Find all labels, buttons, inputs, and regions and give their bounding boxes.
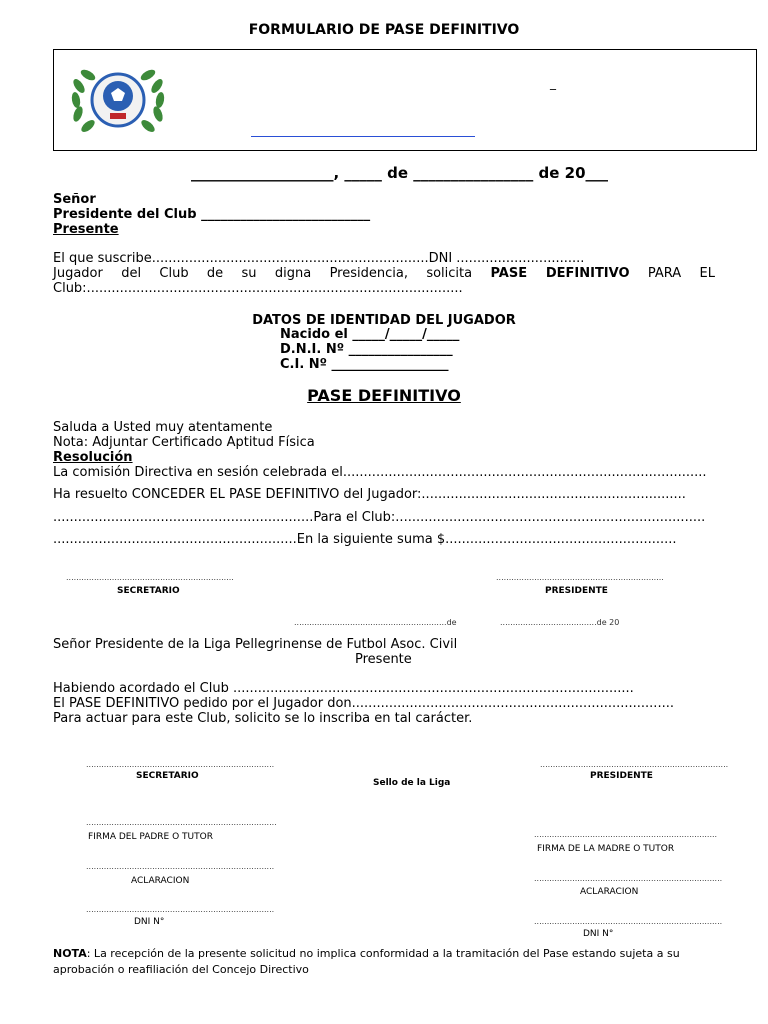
aclaracion-line-madre: .......................................................................... [534,874,723,883]
header-link-line [251,136,475,137]
caption-dni-padre: DNI N° [134,917,165,927]
address-presente: Presente [53,222,119,237]
footer-note: NOTA: La recepción de la presente solicitud no implica conformidad a la tramitación del Pase estando sujeta a su aprobación o reafiliación del Concejo Directivo [53,947,680,976]
dni-line-padre: .......................................................................... [86,905,275,914]
caption-presidente-2: PRESIDENTE [590,771,653,781]
closing-nota: Nota: Adjuntar Certificado Aptitud Física [53,435,315,450]
liga-line-1: Señor Presidente de la Liga Pellegrinense de Futbol Asoc. Civil [53,637,458,652]
pase-title: PASE DEFINITIVO [307,386,461,405]
football-league-laurel-logo [68,64,168,138]
request-line-3: Club:........................................................................................... [53,281,463,296]
caption-sello-liga: Sello de la Liga [373,778,451,788]
liga-line-2: Presente [355,652,412,667]
identity-dni: D.N.I. Nº ________________ [280,342,453,357]
resolution-line-4: ...........................................................En la siguiente suma $........................................................ [53,532,677,547]
address-senor: Señor [53,192,96,207]
caption-presidente: PRESIDENTE [545,586,608,596]
signature-line-madre: ........................................................................ [534,830,718,839]
identity-nacido: Nacido el _____/_____/_____ [280,327,460,342]
date2-a: ............................................................de [294,618,457,627]
signature-line-presidente-2: .......................................................................... [540,760,729,769]
caption-firma-padre: FIRMA DEL PADRE O TUTOR [88,832,213,842]
signature-line-presidente: .................................................................. [496,573,664,582]
aclaracion-line-padre: .......................................................................... [86,862,275,871]
dni-line-madre: .......................................................................... [534,917,723,926]
form-title: FORMULARIO DE PASE DEFINITIVO [248,22,520,38]
header-dash: _ [550,76,556,90]
header-box [53,49,757,151]
caption-dni-madre: DNI N° [583,929,614,939]
caption-secretario-2: SECRETARIO [136,771,199,781]
signature-line-padre: ........................................................................... [86,818,277,827]
resolution-line-1: La comisión Directiva en sesión celebrada el........................................................................................ [53,465,707,480]
request-line-1: El que suscribe...................................................................DNI ............................... [53,251,585,266]
closing-resolucion: Resolución [53,450,133,465]
resolution-line-2: Ha resuelto CONCEDER EL PASE DEFINITIVO del Jugador:................................................................ [53,487,686,502]
liga-line-3: Habiendo acordado el Club ................................................................................................. [53,681,634,696]
address-presidente: Presidente del Club __________________________ [53,207,371,222]
date-line: ___________________, _____ de ________________ de 20___ [191,164,609,182]
request-line-2: Jugador del Club de su digna Presidencia, solicita PASE DEFINITIVO PARA EL [53,266,715,281]
caption-secretario: SECRETARIO [117,586,180,596]
resolution-line-3: ...............................................................Para el Club:........................................................................... [53,510,706,525]
liga-line-4: El PASE DEFINITIVO pedido por el Jugador don.............................................................................. [53,696,674,711]
liga-line-5: Para actuar para este Club, solicito se lo inscriba en tal carácter. [53,711,473,726]
identity-heading: DATOS DE IDENTIDAD DEL JUGADOR [252,313,516,328]
date2-b: ......................................de 20 [500,618,620,627]
identity-ci: C.I. Nº __________________ [280,357,449,372]
caption-aclaracion-madre: ACLARACION [580,887,639,897]
signature-line-secretario-2: .......................................................................... [86,760,275,769]
caption-aclaracion-padre: ACLARACION [131,876,190,886]
caption-firma-madre: FIRMA DE LA MADRE O TUTOR [537,844,675,854]
closing-saluda: Saluda a Usted muy atentamente [53,420,273,435]
signature-line-secretario: .................................................................. [66,573,234,582]
